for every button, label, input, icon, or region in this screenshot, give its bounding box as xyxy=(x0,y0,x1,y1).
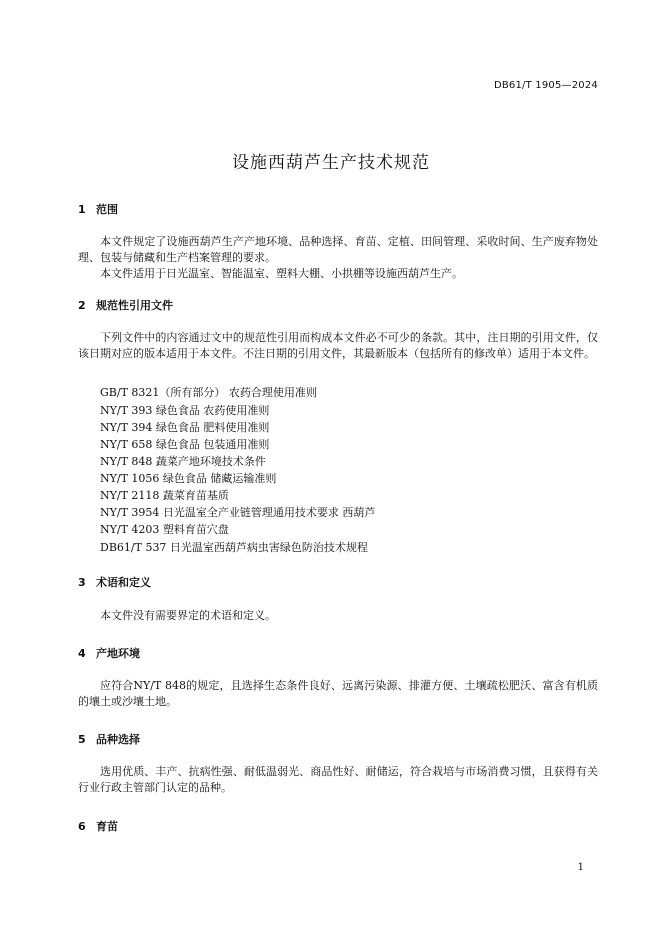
section-title: 规范性引用文件 xyxy=(96,299,173,312)
section-number: 2 xyxy=(78,299,86,312)
document-title: 设施西葫芦生产技术规范 xyxy=(232,153,430,173)
section-title: 产地环境 xyxy=(96,647,140,660)
reference-item: GB/T 8321（所有部分） 农药合理使用准则 xyxy=(100,386,317,399)
section-6-heading xyxy=(78,818,118,834)
reference-item: DB61/T 537 日光温室西葫芦病虫害绿色防治技术规程 xyxy=(100,541,368,554)
section-5-heading xyxy=(78,731,140,747)
section-number: 1 xyxy=(78,203,86,216)
reference-item: NY/T 1056 绿色食品 储藏运输准则 xyxy=(100,472,277,485)
section-3-heading xyxy=(78,574,151,590)
section-1-heading xyxy=(78,201,118,217)
section-title: 育苗 xyxy=(96,820,118,833)
section-3-paragraph-1: 本文件没有需要界定的术语和定义。 xyxy=(100,609,276,622)
section-title: 品种选择 xyxy=(96,733,140,746)
page-number: 1 xyxy=(577,862,584,873)
reference-item: NY/T 848 蔬菜产地环境技术条件 xyxy=(100,455,266,468)
section-1-paragraph-1: 本文件规定了设施西葫芦生产产地环境、品种选择、育苗、定植、田间管理、采收时间、生产废弃物处理、包装与储藏和生产档案管理的要求。 xyxy=(78,235,598,264)
reference-item: NY/T 3954 日光温室全产业链管理通用技术要求 西葫芦 xyxy=(100,506,376,519)
reference-item: NY/T 658 绿色食品 包装通用准则 xyxy=(100,438,270,451)
section-number: 3 xyxy=(78,576,86,589)
section-number: 4 xyxy=(78,647,86,660)
section-2-paragraph-1: 下列文件中的内容通过文中的规范性引用而构成本文件必不可少的条款。其中，注日期的引用文件，仅该日期对应的版本适用于本文件。不注日期的引用文件，其最新版本（包括所有的修改单）适用于本文件。 xyxy=(78,331,598,360)
reference-item: NY/T 393 绿色食品 农药使用准则 xyxy=(100,404,270,417)
standard-code: DB61/T 1905—2024 xyxy=(493,80,598,91)
section-number: 5 xyxy=(78,733,86,746)
section-number: 6 xyxy=(78,820,86,833)
reference-item: NY/T 4203 塑料育苗穴盘 xyxy=(100,523,229,536)
reference-item: NY/T 394 绿色食品 肥料使用准则 xyxy=(100,421,270,434)
section-2-heading xyxy=(78,297,173,313)
section-title: 术语和定义 xyxy=(96,576,151,589)
reference-item: NY/T 2118 蔬菜育苗基质 xyxy=(100,489,229,502)
section-4-paragraph-1: 应符合NY/T 848的规定，且选择生态条件良好、远离污染源、排灌方便、土壤疏松肥沃、富含有机质的壤土或沙壤土地。 xyxy=(78,679,598,708)
section-title: 范围 xyxy=(96,203,118,216)
section-4-heading xyxy=(78,645,140,661)
section-5-paragraph-1: 选用优质、丰产、抗病性强、耐低温弱光、商品性好、耐储运，符合栽培与市场消费习惯，且获得有关行业行政主管部门认定的品种。 xyxy=(78,765,598,794)
section-1-paragraph-2: 本文件适用于日光温室、智能温室、塑料大棚、小拱棚等设施西葫芦生产。 xyxy=(100,267,463,280)
